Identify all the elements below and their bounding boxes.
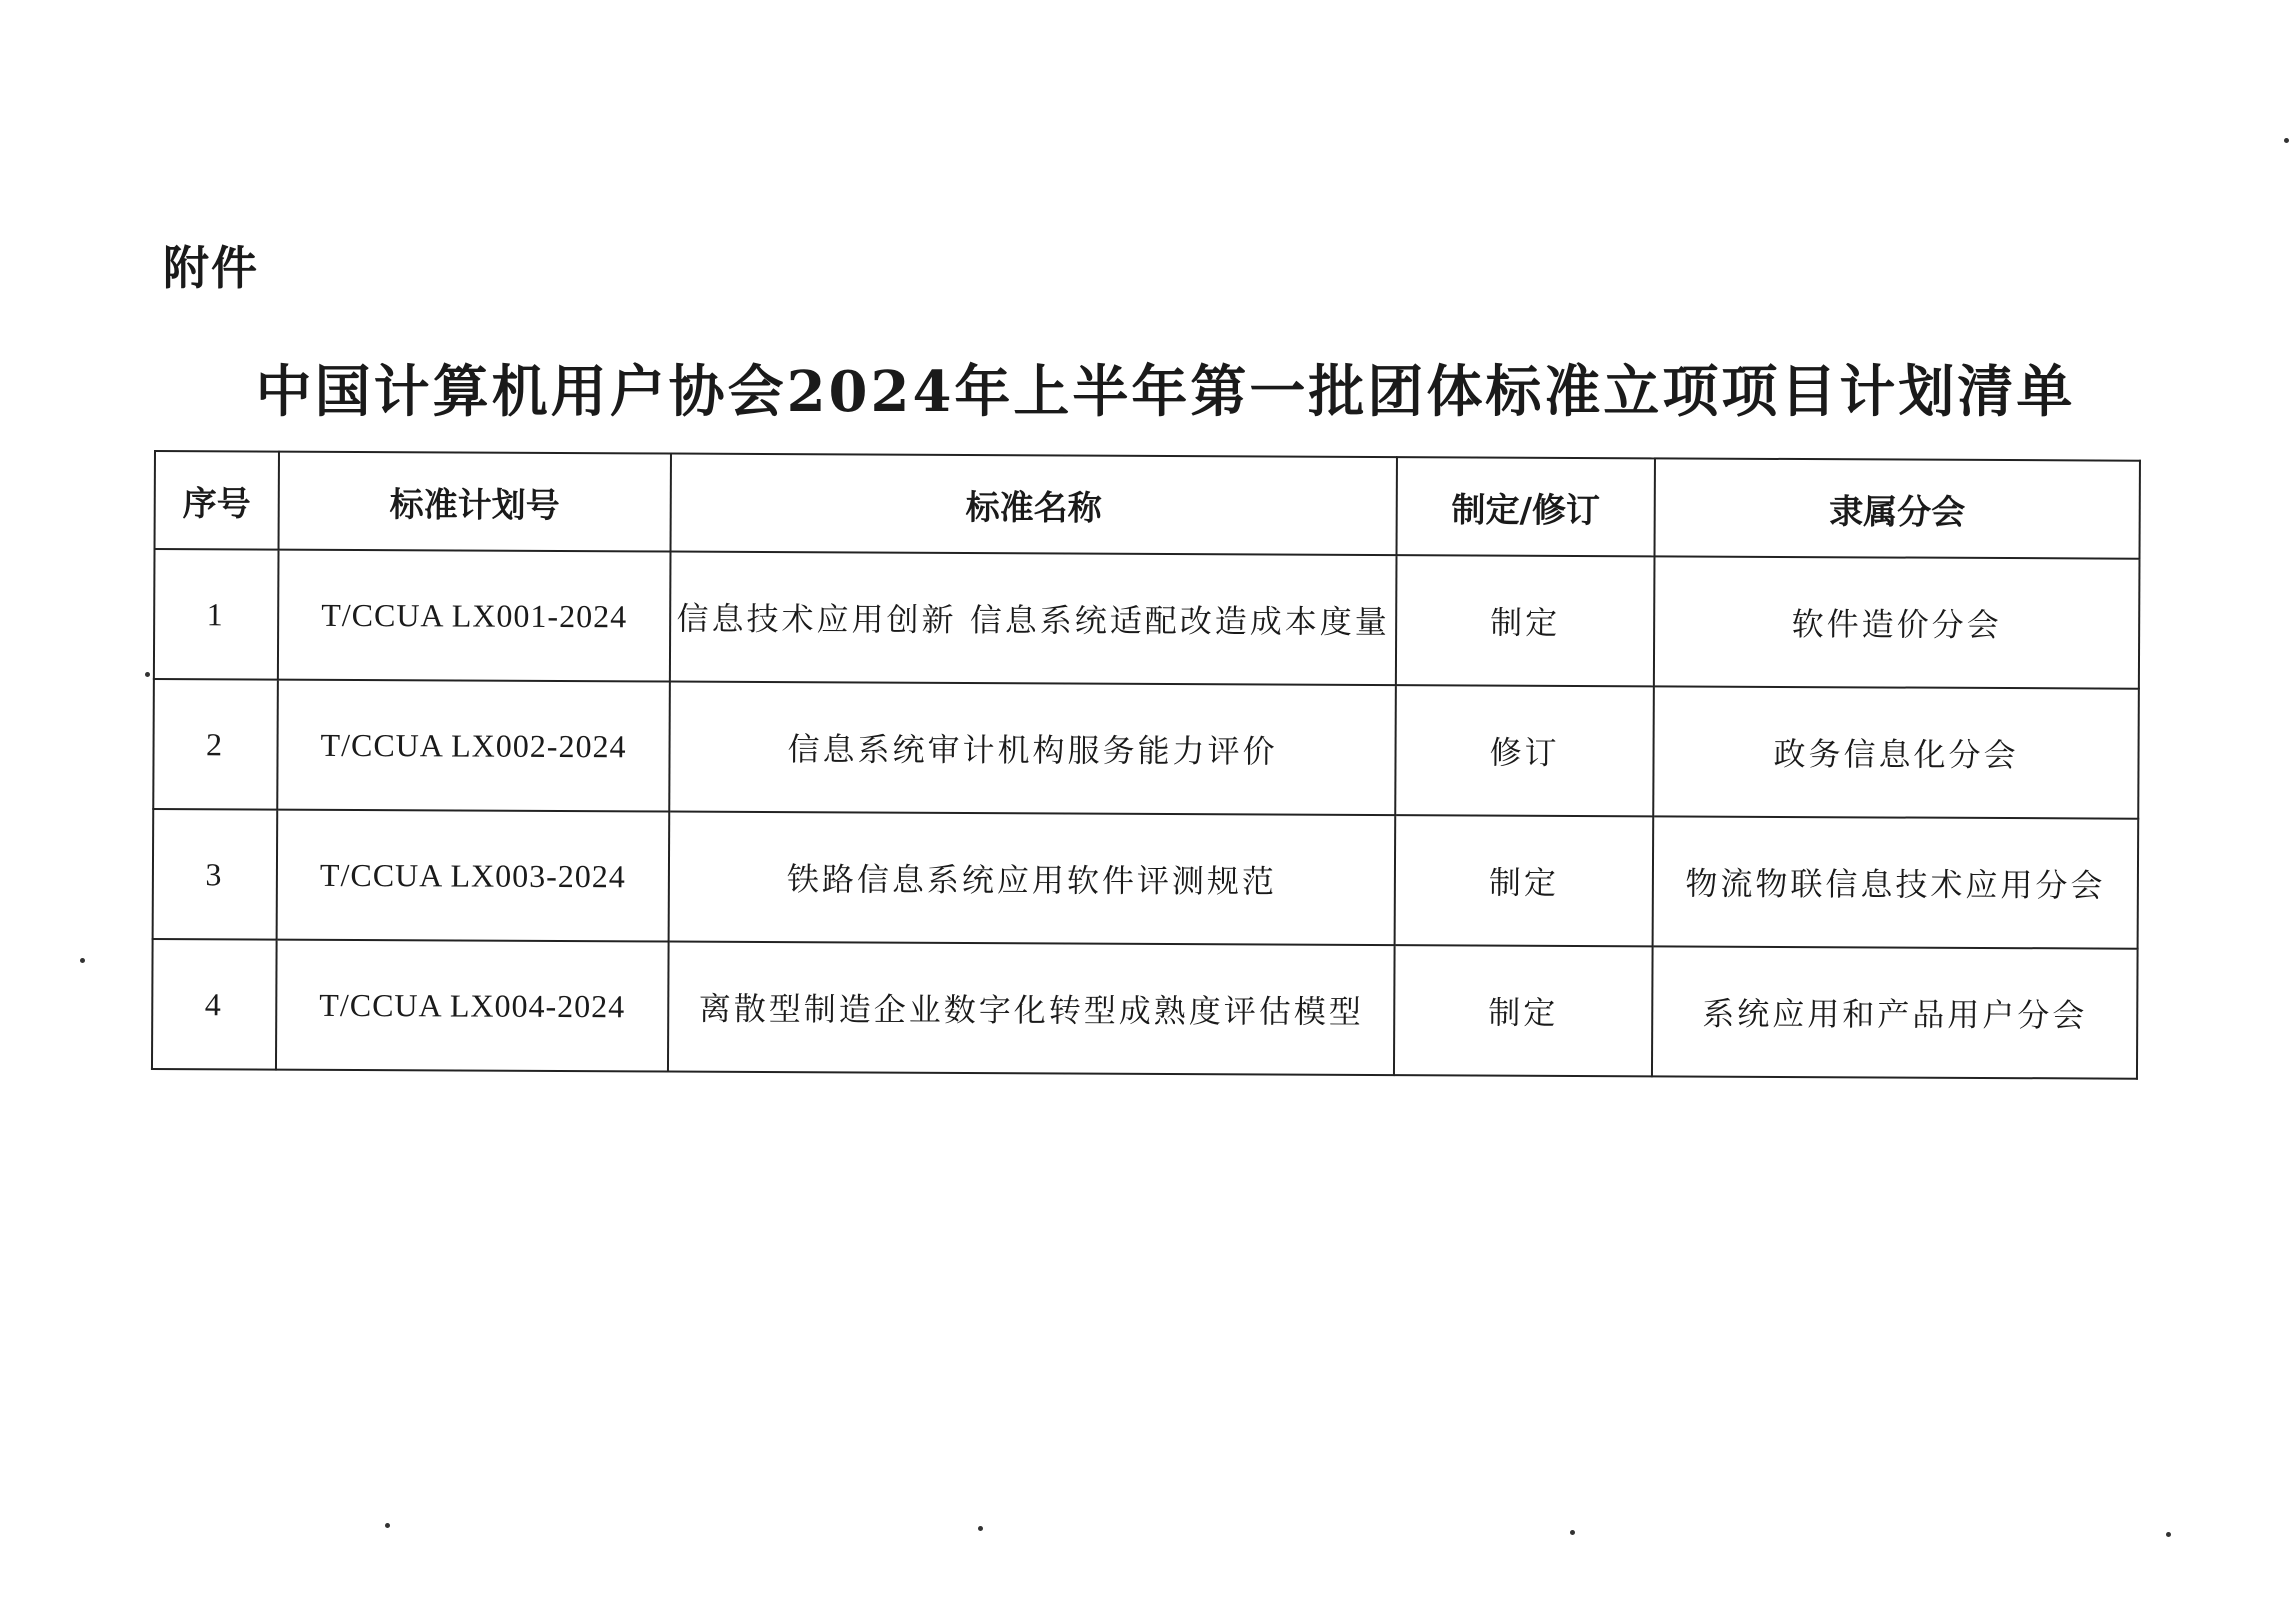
cell-type: 制定 [1395,815,1654,946]
cell-serial: 4 [152,939,277,1070]
scan-speck [978,1526,983,1531]
cell-standard-name: 信息系统审计机构服务能力评价 [669,682,1396,816]
cell-branch: 系统应用和产品用户分会 [1652,946,2138,1078]
table-header-row [155,451,2140,559]
header-serial: 序号 [155,451,279,550]
cell-standard-name: 信息技术应用创新 信息系统适配改造成本度量 [670,552,1397,686]
cell-plan-number: T/CCUA LX001-2024 [278,550,671,682]
cell-standard-name: 离散型制造企业数字化转型成熟度评估模型 [668,942,1395,1076]
scan-speck [385,1523,390,1528]
document-title: 中国计算机用户协会2024年上半年第一批团体标准立项项目计划清单 [255,359,2076,425]
header-type: 制定/修订 [1397,457,1655,556]
scan-speck [2166,1532,2171,1537]
table-row [153,679,2139,819]
cell-type: 修订 [1395,685,1654,816]
scan-speck [2284,138,2289,143]
table-row [152,939,2138,1079]
cell-serial: 3 [153,809,278,940]
cell-branch: 政务信息化分会 [1653,686,2139,818]
cell-branch: 软件造价分会 [1654,556,2140,688]
scan-speck [1570,1530,1575,1535]
header-standard-name: 标准名称 [671,454,1397,556]
cell-standard-name: 铁路信息系统应用软件评测规范 [669,812,1396,946]
scan-speck [145,672,150,677]
cell-serial: 1 [154,549,279,680]
cell-plan-number: T/CCUA LX002-2024 [277,680,670,812]
attachment-label: 附件 [163,241,259,295]
cell-branch: 物流物联信息技术应用分会 [1653,816,2139,948]
scan-speck [80,958,85,963]
project-list-table [151,450,2141,1080]
project-list-table-wrapper [151,450,2139,1080]
header-branch: 隶属分会 [1654,458,2139,558]
table-row [154,549,2140,689]
cell-type: 制定 [1394,945,1653,1076]
table-row [153,809,2139,949]
header-plan-number: 标准计划号 [279,452,671,552]
cell-plan-number: T/CCUA LX004-2024 [276,940,669,1072]
cell-serial: 2 [153,679,278,810]
cell-plan-number: T/CCUA LX003-2024 [277,810,670,942]
cell-type: 制定 [1396,555,1655,686]
